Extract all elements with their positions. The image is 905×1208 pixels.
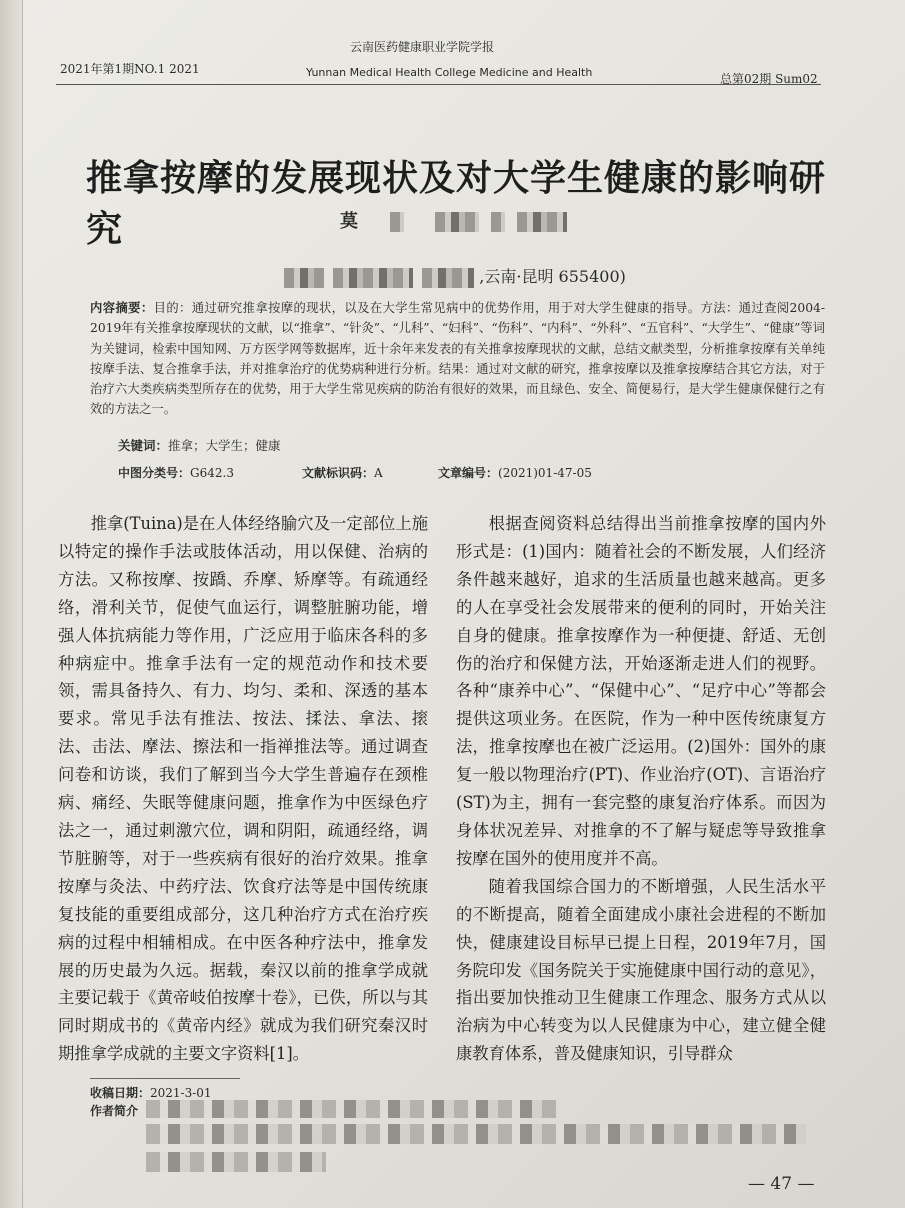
received-value: 2021-3-01	[150, 1086, 212, 1100]
article-number-value: (2021)01-47-05	[498, 466, 592, 480]
affiliation-text: ,云南·昆明 655400)	[479, 267, 626, 286]
classification-label: 中图分类号：	[118, 466, 191, 480]
article-number	[438, 464, 592, 481]
doc-code	[302, 464, 383, 481]
abstract-text: 目的：通过研究推拿按摩的现状，以及在大学生常见病中的优势作用，用于对大学生健康的指导。方法：通过查阅2004-2019年有关推拿按摩现状的文献，以“推拿”、“针灸”、“儿科”、“妇科”、“伤科”、“内科”、“外科”、“五官科”、“大学生”、“健康”等词为关键词，检索中国知网、万方医学网等数据库，近十余年来发表的有关推拿按摩现状的文献，总结文献类型，分析推拿按摩有关单纯按摩手法、复合推拿手法，并对推拿治疗的优势病种进行分析。结果：通过对文献的研究，推拿按摩以及推拿按摩结合其它方法，对于治疗六大类疾病类型所存在的优势，用于大学生常见疾病的防治有很好的效果，而且绿色、安全、简便易行，是大学生健康保健行之有效的方法之一。	[90, 301, 825, 417]
redacted-author-bio	[146, 1124, 806, 1144]
redacted-author	[491, 212, 505, 232]
classification	[118, 464, 234, 481]
abstract-label: 内容摘要：	[90, 301, 154, 315]
header-sum: 总第02期 Sum02	[720, 72, 818, 86]
author-line	[340, 207, 567, 233]
keywords-label: 关键词：	[118, 438, 169, 453]
redacted-author-bio	[146, 1100, 556, 1118]
redacted-author-bio	[146, 1152, 326, 1172]
author-intro-label: 作者简介	[90, 1104, 139, 1118]
doc-code-value: A	[374, 466, 383, 480]
footnote-author	[90, 1102, 138, 1119]
header-journal-cn: 云南医药健康职业学院学报	[350, 40, 495, 54]
author-name: 莫	[340, 211, 358, 232]
page-number: — 47 —	[748, 1174, 815, 1194]
footnote-rule	[90, 1078, 240, 1079]
redacted-author	[435, 212, 479, 232]
redacted-affiliation	[284, 268, 324, 288]
body-column-right	[456, 510, 826, 1068]
body-paragraph: 根据查阅资料总结得出当前推拿按摩的国内外形式是：(1)国内：随着社会的不断发展，人们经济条件越来越好，追求的生活质量也越来越高。更多的人在享受社会发展带来的便利的同时，开始关注自身的健康。推拿按摩作为一种便捷、舒适、无创伤的治疗和保健方法，开始逐渐走进人们的视野。各种“康养中心”、“保健中心”、“足疗中心”等都会提供这项业务。在医院，作为一种中医传统康复方法，推拿按摩也在被广泛运用。(2)国外：国外的康复一般以物理治疗(PT)、作业治疗(OT)、言语治疗(ST)为主，拥有一套完整的康复治疗体系。而因为身体状况差异、对推拿的不了解与疑虑等导致推拿按摩在国外的使用度并不高。	[456, 514, 826, 868]
body-paragraph: 随着我国综合国力的不断增强，人民生活水平的不断提高，随着全面建成小康社会进程的不断加快，健康建设目标早已提上日程，2019年7月，国务院印发《国务院关于实施健康中国行动的意见》，指出要加快推动卫生健康工作理念、服务方式从以治病为中心转变为以人民健康为中心，建立健全健康教育体系，普及健康知识，引导群众	[456, 876, 826, 1064]
body-paragraph: 推拿(Tuina)是在人体经络腧穴及一定部位上施以特定的操作手法或肢体活动，用以保健、治病的方法。又称按摩、按蹻、乔摩、矫摩等。有疏通经络，滑利关节，促使气血运行，调整脏腑功能，增强人体抗病能力等作用，广泛应用于临床各科的多种病症中。推拿手法有一定的规范动作和技术要领，需具备持久、有力、均匀、柔和、深透的基本要求。常见手法有推法、按法、揉法、拿法、㨰法、击法、摩法、擦法和一指禅推法等。通过调查问卷和访谈，我们了解到当今大学生普遍存在颈椎病、痛经、失眠等健康问题，推拿作为中医绿色疗法之一，通过刺激穴位，调和阴阳，疏通经络，调节脏腑等，对于一些疾病有很好的治疗效果。推拿按摩与灸法、中药疗法、饮食疗法等是中国传统康复技能的重要组成部分，这几种治疗方式在治疗疾病的过程中相辅相成。在中医各种疗法中，推拿发展的历史最为久远。据载，秦汉以前的推拿学成就主要记载于《黄帝岐伯按摩十卷》，已佚，所以与其同时期成书的《黄帝内经》就成为我们研究秦汉时期推拿学成就的主要文字资料[1]。	[58, 514, 428, 1064]
doc-code-label: 文献标识码：	[302, 466, 375, 480]
abstract	[90, 298, 825, 420]
received-label: 收稿日期：	[90, 1086, 151, 1100]
header-journal-en: Yunnan Medical Health College Medicine and Health	[306, 66, 593, 79]
footnote-received	[90, 1084, 212, 1101]
body-column-left	[58, 510, 428, 1068]
article-number-label: 文章编号：	[438, 466, 499, 480]
keywords-text: 推拿；大学生；健康	[168, 438, 281, 453]
redacted-author	[517, 212, 567, 232]
article-title: 推拿按摩的发展现状及对大学生健康的影响研究	[86, 157, 827, 250]
redacted-affiliation	[422, 268, 474, 288]
redacted-author	[390, 212, 404, 232]
header-issue: 2021年第1期NO.1 2021	[60, 62, 200, 76]
redacted-affiliation	[333, 268, 413, 288]
header-rule	[56, 84, 821, 85]
keywords	[118, 436, 281, 454]
classification-value: G642.3	[190, 466, 234, 480]
affiliation-line	[284, 264, 626, 288]
page-binding-edge	[0, 0, 23, 1208]
